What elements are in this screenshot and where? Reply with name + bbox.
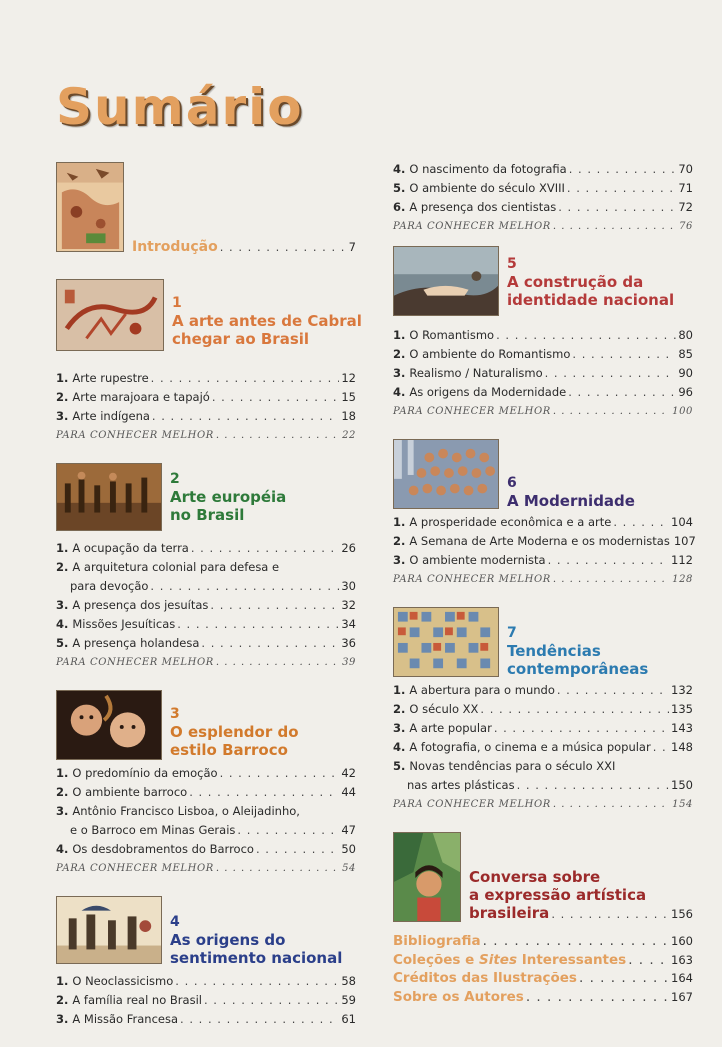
section-title[interactable]: A arte antes de Cabral	[172, 312, 362, 330]
entry-number: 3.	[393, 553, 406, 567]
toc-section-intro	[56, 162, 356, 257]
leader-dots	[613, 513, 669, 532]
entry-page: 12	[341, 371, 356, 385]
toc-entry[interactable]	[393, 700, 693, 719]
section-title[interactable]: identidade nacional	[507, 291, 675, 309]
entry-label-part: Sites	[479, 951, 517, 968]
section-title[interactable]: As origens do	[170, 931, 286, 949]
section-number: 3	[170, 706, 180, 722]
entry-label: Créditos das Ilustrações	[393, 970, 577, 986]
section-number: 2	[170, 471, 180, 487]
entry-page: 167	[671, 989, 693, 1004]
section-number: 6	[507, 475, 517, 491]
toc-entry[interactable]	[393, 719, 693, 738]
entry-label-part: Coleções e	[393, 951, 479, 968]
toc-entry-continuation[interactable]	[393, 776, 693, 795]
entry-page: 18	[341, 409, 356, 423]
section-number: 4	[170, 914, 180, 930]
para-conhecer-melhor[interactable]	[393, 570, 693, 589]
romantic-painting-image	[393, 246, 499, 316]
entry-label: para devoção	[70, 579, 149, 593]
para-conhecer-melhor[interactable]	[393, 402, 693, 421]
toc-entry[interactable]	[393, 364, 693, 383]
leader-dots	[517, 776, 669, 795]
entry-number: 2.	[393, 347, 406, 361]
entry-page: 135	[671, 702, 693, 716]
leader-dots	[572, 345, 676, 364]
toc-entry[interactable]	[56, 783, 356, 802]
baroque-angels-image	[56, 690, 162, 760]
leader-dots	[553, 402, 670, 421]
toc-back-matter	[393, 932, 693, 1006]
entry-page: 160	[671, 934, 693, 948]
entry-number: 5.	[393, 181, 406, 195]
section-title[interactable]: A construção da	[507, 273, 644, 291]
pcm-label: PARA CONHECER MELHOR	[393, 574, 551, 585]
toc-section-5	[393, 246, 693, 421]
entry-page: 36	[341, 636, 356, 650]
entry-page: 54	[342, 863, 356, 874]
leader-dots	[210, 596, 339, 615]
entry-page: 112	[671, 553, 693, 567]
section-title[interactable]: estilo Barroco	[170, 741, 288, 759]
intro-map-image	[56, 162, 124, 252]
entry-label: O ambiente do século XVIII	[409, 181, 565, 195]
entry-page: 163	[671, 952, 693, 967]
toc-entry[interactable]	[393, 513, 693, 532]
para-conhecer-melhor[interactable]	[56, 653, 356, 672]
entry-number: 1.	[56, 766, 69, 780]
entry-label: Os desdobramentos do Barroco	[72, 842, 254, 856]
street-scene-image	[56, 896, 162, 964]
toc-section-4	[56, 896, 356, 1029]
entry-page: 154	[672, 799, 693, 810]
toc-entry[interactable]	[56, 764, 356, 783]
entry-page: 150	[671, 778, 693, 792]
entry-page: 50	[341, 842, 356, 856]
leader-dots	[480, 700, 669, 719]
toc-entry[interactable]	[393, 198, 693, 217]
entry-number: 3.	[56, 804, 69, 818]
leader-dots	[557, 681, 669, 700]
toc-entry[interactable]	[393, 345, 693, 364]
toc-entry[interactable]	[56, 558, 356, 577]
entry-number: 3.	[393, 721, 406, 735]
entry-label: A abertura para o mundo	[409, 683, 555, 697]
entry-page: 148	[671, 740, 693, 754]
entry-page: 26	[341, 541, 356, 555]
entry-label-part: Interessantes	[517, 951, 627, 968]
entry-page: 132	[671, 683, 693, 697]
portrait-painting-image	[393, 832, 461, 922]
entry-label: A arte popular	[409, 721, 492, 735]
entry-label: O predomínio da emoção	[72, 766, 218, 780]
entry-number: 3.	[393, 366, 406, 380]
leader-dots	[628, 951, 669, 970]
entry-label: Sobre os Autores	[393, 988, 524, 1005]
entry-label	[393, 951, 626, 970]
entry-page: 100	[672, 406, 693, 417]
leader-dots	[220, 764, 340, 783]
entry-page: 96	[678, 385, 693, 399]
entry-label: A fotografia, o cinema e a música popular	[409, 740, 651, 754]
entry-page: 42	[341, 766, 356, 780]
entry-page: 34	[341, 617, 356, 631]
toc-section-conversa	[393, 832, 693, 924]
entry-label: Arte marajoara e tapajó	[72, 390, 210, 404]
entry-page: 71	[678, 181, 693, 195]
pcm-label: PARA CONHECER MELHOR	[393, 406, 551, 417]
entry-number: 2.	[56, 785, 69, 799]
entry-label: O ambiente modernista	[409, 553, 546, 567]
entry-page: 44	[341, 785, 356, 799]
entry-page: 30	[341, 579, 356, 593]
toc-entry[interactable]	[56, 388, 356, 407]
toc-section-1	[56, 279, 362, 445]
leader-dots	[175, 972, 339, 991]
leader-dots	[212, 388, 340, 407]
toc-left-column	[56, 162, 362, 1047]
entry-label: O Neoclassicismo	[72, 974, 174, 988]
toc-entry[interactable]	[56, 991, 356, 1010]
entry-label: A Semana de Arte Moderna e os modernistas	[409, 534, 670, 548]
entry-number: 2.	[56, 993, 69, 1007]
entry-label: O Romantismo	[409, 328, 495, 342]
entry-page: 156	[671, 907, 693, 921]
entry-label: nas artes plásticas	[407, 778, 515, 792]
entry-label: A Missão Francesa	[72, 1012, 179, 1026]
entry-number: 4.	[56, 617, 69, 631]
pcm-label: PARA CONHECER MELHOR	[393, 221, 551, 232]
entry-page: 104	[671, 515, 693, 529]
intro-label[interactable]: Introdução	[132, 239, 218, 255]
entry-page: 22	[342, 430, 356, 441]
toc-section-6	[393, 439, 696, 589]
entry-page: 85	[678, 347, 693, 361]
leader-dots	[256, 840, 339, 859]
toc-entry[interactable]	[393, 383, 693, 402]
section-number: 7	[507, 625, 517, 641]
toc-entry-creditos[interactable]	[393, 969, 693, 988]
leader-dots	[151, 369, 340, 388]
pcm-label: PARA CONHECER MELHOR	[56, 863, 214, 874]
leader-dots	[237, 821, 339, 840]
leader-dots	[569, 160, 677, 179]
pcm-label: PARA CONHECER MELHOR	[56, 430, 214, 441]
leader-dots	[216, 859, 340, 878]
leader-dots	[220, 238, 347, 257]
toc-entry[interactable]	[393, 532, 696, 551]
entry-label: Missões Jesuíticas	[72, 617, 176, 631]
entry-number: 5.	[393, 759, 406, 773]
entry-label: A família real no Brasil	[72, 993, 202, 1007]
toc-entry[interactable]	[393, 757, 693, 776]
entry-page: 76	[679, 221, 693, 232]
toc-entry[interactable]	[56, 634, 356, 653]
entry-number: 1.	[56, 371, 69, 385]
section-title[interactable]: Conversa sobre	[469, 868, 601, 886]
section-title[interactable]: no Brasil	[170, 506, 245, 524]
leader-dots	[216, 653, 340, 672]
toc-entry-colecoes[interactable]	[393, 951, 693, 970]
toc-entry[interactable]	[56, 615, 356, 634]
entry-label: O ambiente barroco	[72, 785, 188, 799]
leader-dots	[553, 795, 670, 814]
toc-entry[interactable]	[56, 1010, 356, 1029]
leader-dots	[558, 198, 676, 217]
entry-page: 80	[678, 328, 693, 342]
leader-dots	[545, 364, 677, 383]
toc-entry-autores[interactable]	[393, 988, 693, 1007]
page-title: Sumário	[56, 78, 304, 136]
leader-dots	[567, 179, 676, 198]
toc-entry[interactable]	[56, 369, 356, 388]
pcm-label: PARA CONHECER MELHOR	[56, 657, 214, 668]
leader-dots	[553, 570, 670, 589]
entry-page: 15	[341, 390, 356, 404]
toc-entry[interactable]	[393, 179, 693, 198]
entry-label: O ambiente do Romantismo	[409, 347, 571, 361]
entry-number: 4.	[393, 385, 406, 399]
entry-page: 59	[341, 993, 356, 1007]
entry-number: 1.	[56, 974, 69, 988]
entry-label: A presença dos cientistas	[409, 200, 557, 214]
entry-label: O século XX	[409, 702, 479, 716]
toc-section-4-continued	[393, 160, 693, 236]
toc-entry-continuation[interactable]	[56, 577, 356, 596]
entry-label: Arte rupestre	[72, 371, 149, 385]
entry-number: 3.	[56, 1012, 69, 1026]
entry-page: 70	[678, 162, 693, 176]
entry-number: 4.	[393, 162, 406, 176]
entry-number: 4.	[393, 740, 406, 754]
entry-page: 143	[671, 721, 693, 735]
leader-dots	[189, 783, 339, 802]
entry-number: 6.	[393, 200, 406, 214]
leader-dots	[180, 1010, 339, 1029]
section-number: 5	[507, 256, 517, 272]
entry-label: A presença holandesa	[72, 636, 200, 650]
leader-dots	[579, 969, 669, 988]
section-number: 1	[172, 295, 182, 311]
para-conhecer-melhor[interactable]	[56, 426, 356, 445]
leader-dots	[548, 551, 669, 570]
pcm-label: PARA CONHECER MELHOR	[393, 799, 551, 810]
entry-page: 128	[672, 574, 693, 585]
section-title[interactable]: contemporâneas	[507, 660, 649, 678]
tiles-image	[393, 607, 499, 677]
entry-number: 3.	[56, 409, 69, 423]
entry-number: 1.	[56, 541, 69, 555]
leader-dots	[553, 217, 677, 236]
toc-right-column	[393, 160, 696, 1024]
leader-dots	[191, 539, 340, 558]
entry-page: 72	[678, 200, 693, 214]
leader-dots	[201, 634, 339, 653]
entry-number: 1.	[393, 683, 406, 697]
leader-dots	[483, 932, 669, 951]
toc-entry[interactable]	[393, 551, 693, 570]
entry-page: 39	[342, 657, 356, 668]
toc-entry-bibliografia[interactable]	[393, 932, 693, 951]
modernist-faces-image	[393, 439, 499, 509]
toc-section-7	[393, 607, 693, 814]
toc-entry[interactable]	[56, 840, 356, 859]
entry-number: 2.	[393, 702, 406, 716]
toc-entry[interactable]	[393, 681, 693, 700]
entry-label: A arquitetura colonial para defesa e	[72, 560, 280, 574]
entry-page: 107	[673, 534, 696, 548]
entry-label: As origens da Modernidade	[409, 385, 567, 399]
entry-label: Realismo / Naturalismo	[409, 366, 543, 380]
toc-entry-continuation[interactable]	[56, 821, 356, 840]
entry-label: A prosperidade econômica e a arte	[409, 515, 612, 529]
leader-dots	[150, 577, 339, 596]
para-conhecer-melhor[interactable]	[393, 217, 693, 236]
entry-page: 90	[678, 366, 693, 380]
leader-dots	[551, 905, 669, 923]
toc-entry[interactable]	[56, 802, 356, 821]
toc-section-2	[56, 463, 356, 672]
entry-number: 1.	[393, 328, 406, 342]
entry-number: 4.	[56, 842, 69, 856]
entry-number: 2.	[56, 560, 69, 574]
entry-label: A ocupação da terra	[72, 541, 189, 555]
leader-dots	[568, 383, 676, 402]
section-title[interactable]: Arte européia	[170, 488, 287, 506]
toc-section-3	[56, 690, 356, 878]
leader-dots	[216, 426, 340, 445]
section-title[interactable]: A Modernidade	[507, 492, 635, 510]
toc-entry[interactable]	[393, 326, 693, 345]
intro-page: 7	[348, 240, 356, 254]
section-title[interactable]: chegar ao Brasil	[172, 330, 310, 348]
leader-dots	[496, 326, 676, 345]
entry-label: Antônio Francisco Lisboa, o Aleijadinho,	[72, 804, 300, 818]
entry-label: O nascimento da fotografia	[409, 162, 567, 176]
entry-page: 164	[671, 971, 693, 985]
section-title[interactable]: a expressão artística	[469, 886, 647, 904]
entry-number: 1.	[393, 515, 406, 529]
leader-dots	[526, 988, 669, 1007]
section-title[interactable]: brasileira	[469, 904, 550, 922]
entry-label: Bibliografia	[393, 933, 481, 949]
entry-number: 2.	[56, 390, 69, 404]
entry-number: 3.	[56, 598, 69, 612]
toc-entry[interactable]	[393, 738, 693, 757]
entry-label: A presença dos jesuítas	[72, 598, 209, 612]
section-title[interactable]: Tendências	[507, 642, 601, 660]
entry-page: 58	[341, 974, 356, 988]
para-conhecer-melhor[interactable]	[393, 795, 693, 814]
section-title[interactable]: O esplendor do	[170, 723, 299, 741]
entry-number: 5.	[56, 636, 69, 650]
leader-dots	[152, 407, 339, 426]
para-conhecer-melhor[interactable]	[56, 859, 356, 878]
entry-page: 61	[341, 1012, 356, 1026]
section-title[interactable]: sentimento nacional	[170, 949, 343, 967]
colonial-scene-image	[56, 463, 162, 531]
toc-entry[interactable]	[56, 539, 356, 558]
toc-entry[interactable]	[393, 160, 693, 179]
entry-page: 47	[341, 823, 356, 837]
entry-number: 2.	[393, 534, 406, 548]
leader-dots	[177, 615, 339, 634]
entry-label: e o Barroco em Minas Gerais	[70, 823, 236, 837]
entry-page: 32	[341, 598, 356, 612]
toc-entry[interactable]	[56, 596, 356, 615]
entry-label: Arte indígena	[72, 409, 150, 423]
toc-entry[interactable]	[56, 972, 356, 991]
leader-dots	[653, 738, 669, 757]
entry-label: Novas tendências para o século XXI	[409, 759, 616, 773]
leader-dots	[204, 991, 339, 1010]
rock-art-image	[56, 279, 164, 351]
leader-dots	[494, 719, 669, 738]
toc-entry[interactable]	[56, 407, 356, 426]
